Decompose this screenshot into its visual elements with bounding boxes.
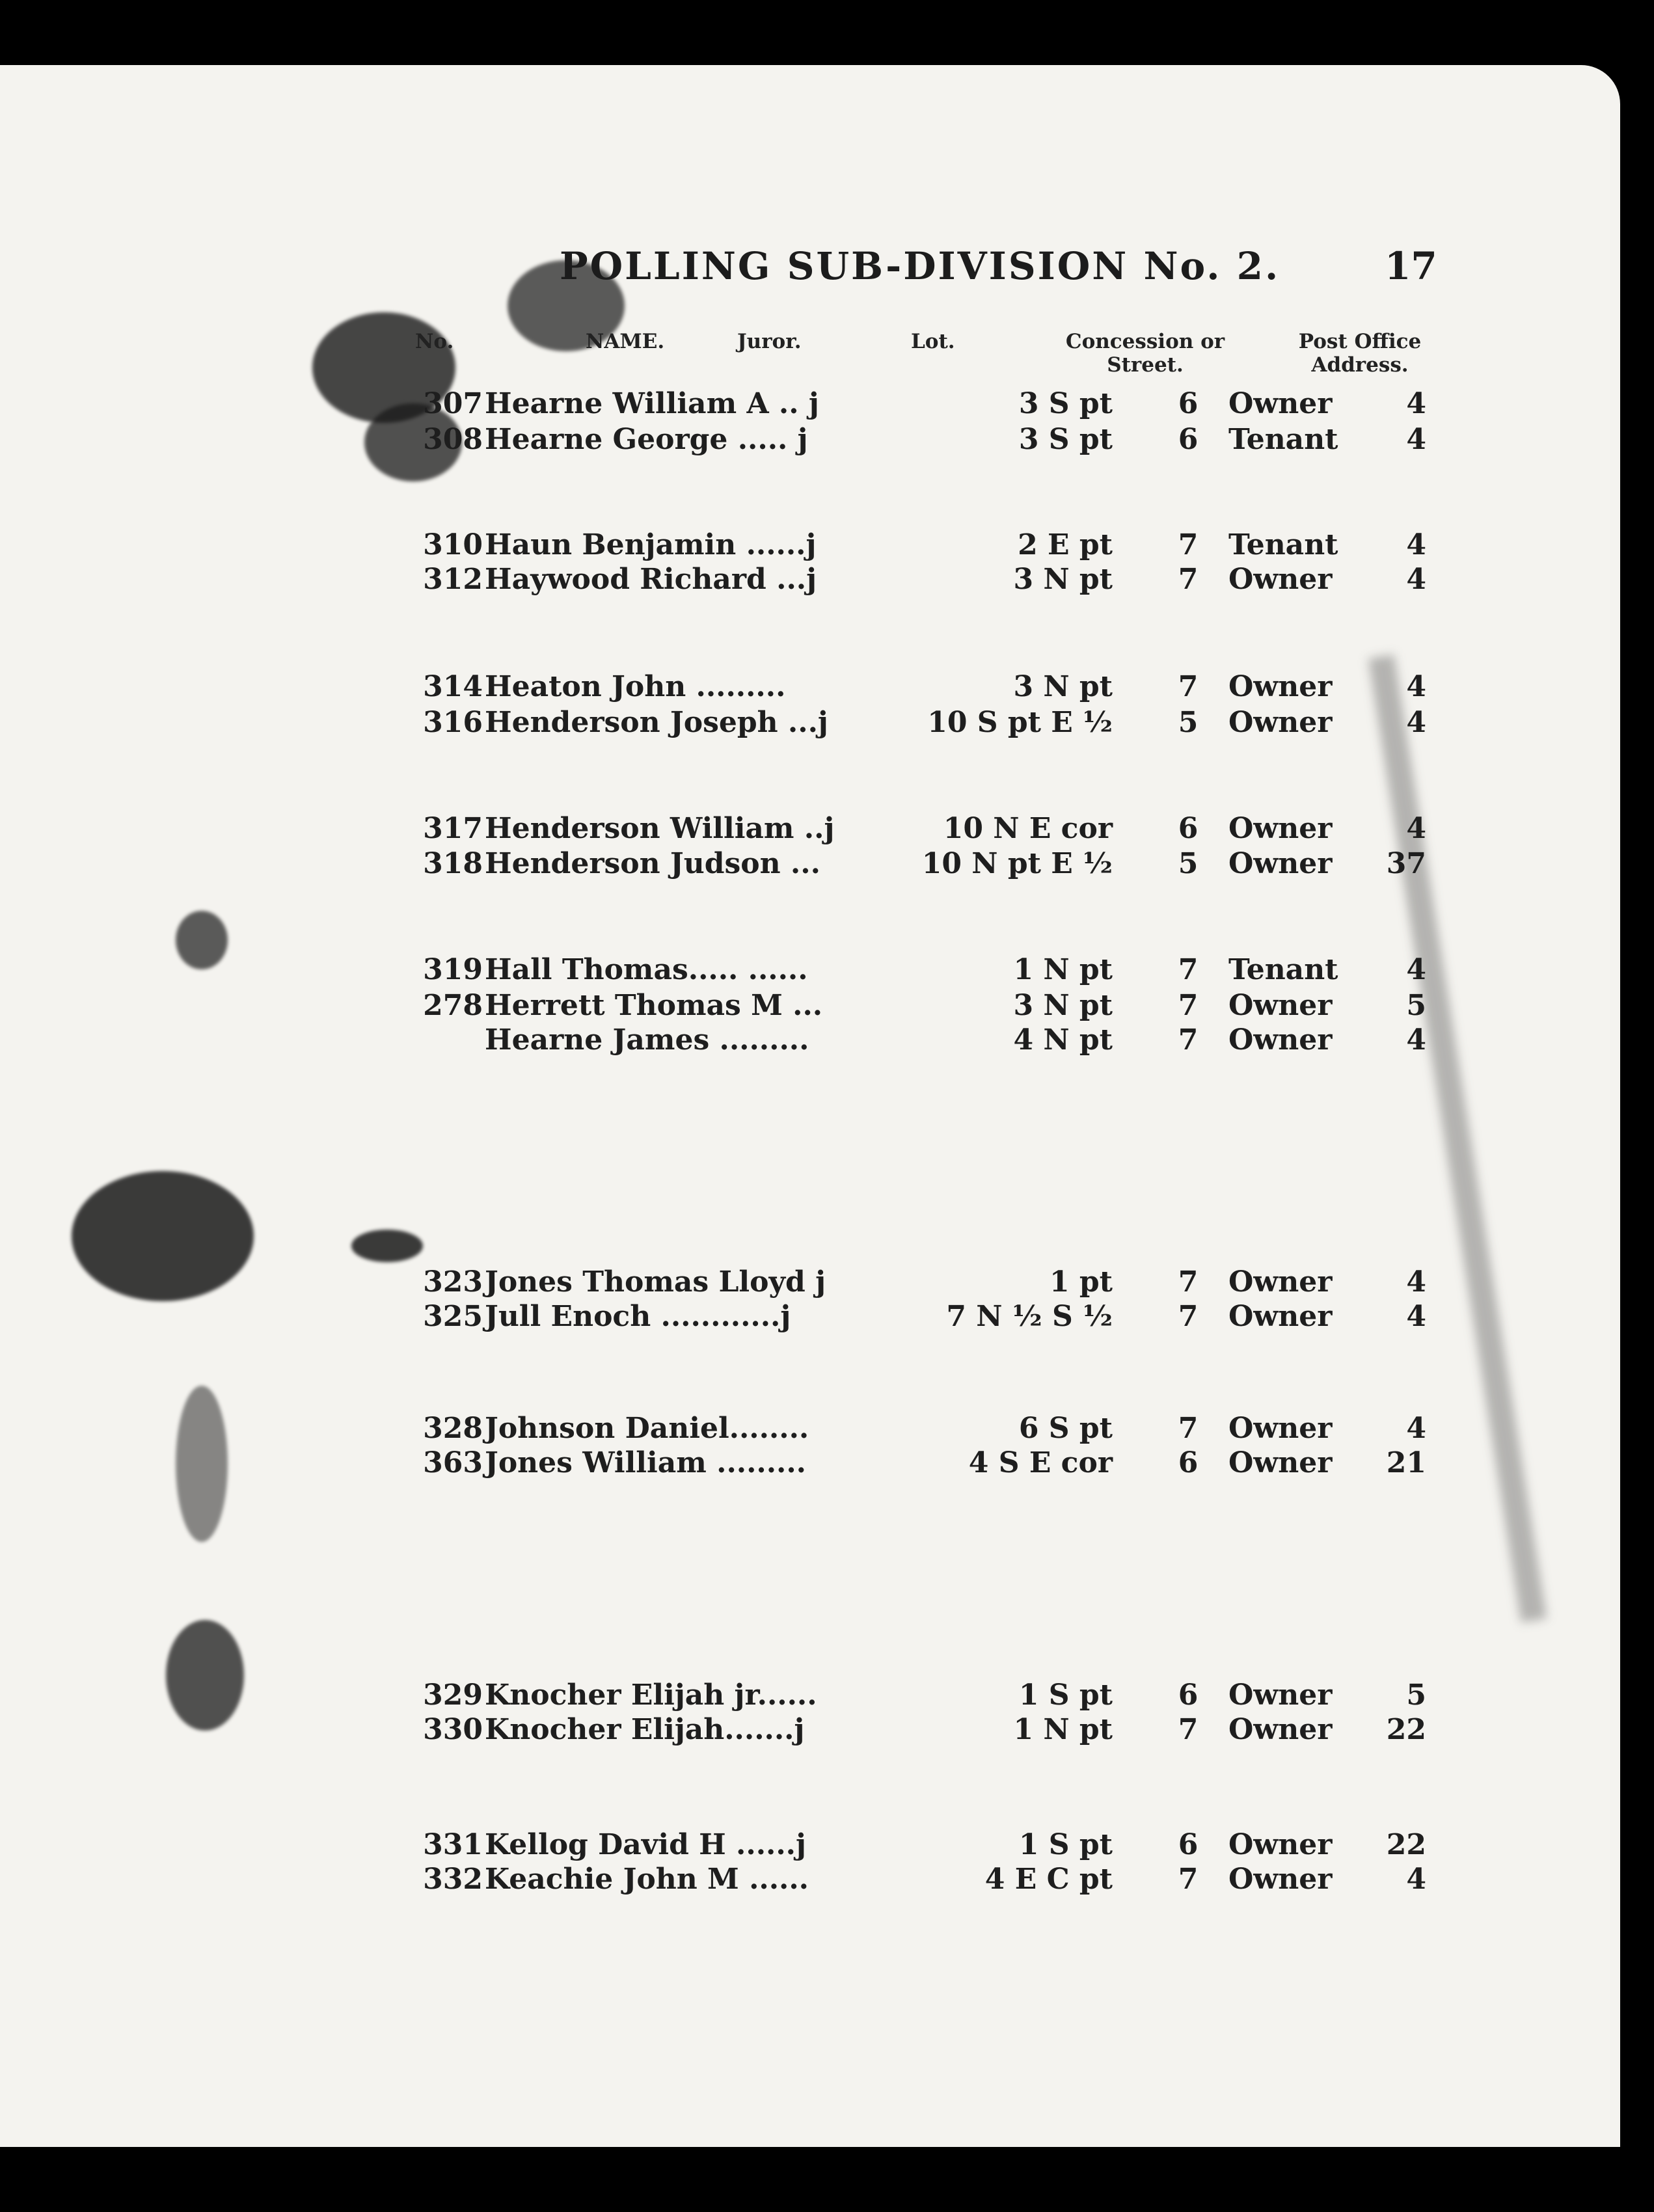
row-number: 328 bbox=[423, 1412, 483, 1445]
table-row bbox=[0, 706, 1620, 744]
status-cell: Owner bbox=[1228, 1023, 1333, 1057]
table-row bbox=[0, 1300, 1620, 1338]
post-office-cell: 4 bbox=[1406, 423, 1426, 456]
page-number: 17 bbox=[1385, 244, 1437, 288]
row-number: 330 bbox=[423, 1713, 483, 1746]
lot-cell: 3 S pt bbox=[1018, 387, 1113, 420]
row-number: 325 bbox=[423, 1300, 483, 1333]
column-header-name: NAME. bbox=[586, 330, 665, 353]
column-header-post-office: Post Office Address. bbox=[1298, 330, 1422, 377]
post-office-cell: 4 bbox=[1406, 1265, 1426, 1299]
status-cell: Tenant bbox=[1228, 528, 1338, 561]
row-number: 331 bbox=[423, 1828, 483, 1861]
table-row bbox=[0, 670, 1620, 708]
voter-name: Johnson Daniel........ bbox=[485, 1412, 809, 1445]
post-office-cell: 4 bbox=[1406, 1863, 1426, 1896]
concession-cell: 6 bbox=[1178, 812, 1199, 845]
status-cell: Owner bbox=[1228, 1713, 1333, 1746]
post-office-cell: 22 bbox=[1386, 1713, 1426, 1746]
post-office-cell: 5 bbox=[1406, 1679, 1426, 1712]
concession-cell: 6 bbox=[1178, 1679, 1199, 1712]
concession-cell: 7 bbox=[1178, 1265, 1199, 1299]
row-number: 317 bbox=[423, 812, 483, 845]
status-cell: Owner bbox=[1228, 670, 1333, 703]
voter-name: Herrett Thomas M ... bbox=[485, 989, 823, 1022]
voter-name: Hearne George ..... j bbox=[485, 423, 808, 456]
table-row bbox=[0, 1828, 1620, 1866]
lot-cell: 4 E C pt bbox=[984, 1863, 1113, 1896]
post-office-cell: 4 bbox=[1406, 812, 1426, 845]
voter-name: Keachie John M ...... bbox=[485, 1863, 809, 1896]
voter-name: Haywood Richard ...j bbox=[485, 563, 817, 596]
concession-cell: 7 bbox=[1178, 1023, 1199, 1057]
post-office-cell: 4 bbox=[1406, 1023, 1426, 1057]
voter-name: Knocher Elijah jr...... bbox=[485, 1679, 817, 1712]
voter-name: Hearne James ......... bbox=[485, 1023, 809, 1057]
row-number: 314 bbox=[423, 670, 483, 703]
lot-cell: 4 N pt bbox=[1013, 1023, 1113, 1057]
concession-cell: 6 bbox=[1178, 1446, 1199, 1479]
status-cell: Owner bbox=[1228, 563, 1333, 596]
column-header-no: No. bbox=[415, 330, 454, 353]
table-row bbox=[0, 1446, 1620, 1484]
concession-cell: 5 bbox=[1178, 847, 1199, 880]
lot-cell: 2 E pt bbox=[1018, 528, 1113, 561]
post-office-cell: 4 bbox=[1406, 1300, 1426, 1333]
status-cell: Owner bbox=[1228, 1863, 1333, 1896]
table-row bbox=[0, 563, 1620, 600]
column-header-juror: Juror. bbox=[737, 330, 802, 353]
concession-cell: 7 bbox=[1178, 1713, 1199, 1746]
lot-cell: 3 N pt bbox=[1013, 670, 1113, 703]
voter-name: Jones William ......... bbox=[485, 1446, 806, 1479]
lot-cell: 4 S E cor bbox=[968, 1446, 1113, 1479]
row-number: 307 bbox=[423, 387, 483, 420]
table-row bbox=[0, 847, 1620, 885]
row-number: 332 bbox=[423, 1863, 483, 1896]
ink-stain bbox=[351, 1230, 423, 1262]
status-cell: Owner bbox=[1228, 989, 1333, 1022]
column-header-lot: Lot. bbox=[911, 330, 955, 353]
lot-cell: 1 S pt bbox=[1018, 1679, 1113, 1712]
concession-cell: 5 bbox=[1178, 706, 1199, 739]
document-page bbox=[0, 65, 1620, 2147]
post-office-cell: 4 bbox=[1406, 670, 1426, 703]
status-cell: Owner bbox=[1228, 1446, 1333, 1479]
row-number: 329 bbox=[423, 1679, 483, 1712]
lot-cell: 3 N pt bbox=[1013, 989, 1113, 1022]
concession-cell: 6 bbox=[1178, 423, 1199, 456]
lot-cell: 1 N pt bbox=[1013, 1713, 1113, 1746]
table-row bbox=[0, 1679, 1620, 1716]
lot-cell: 3 S pt bbox=[1018, 423, 1113, 456]
row-number: 278 bbox=[423, 989, 483, 1022]
concession-cell: 6 bbox=[1178, 387, 1199, 420]
voter-name: Henderson William ..j bbox=[485, 812, 835, 845]
post-office-cell: 4 bbox=[1406, 387, 1426, 420]
table-row bbox=[0, 1713, 1620, 1751]
concession-cell: 7 bbox=[1178, 528, 1199, 561]
lot-cell: 10 N E cor bbox=[943, 812, 1113, 845]
voter-name: Hall Thomas..... ...... bbox=[485, 953, 808, 986]
status-cell: Owner bbox=[1228, 706, 1333, 739]
page-title: POLLING SUB-DIVISION No. 2. bbox=[560, 244, 1281, 288]
voter-name: Henderson Joseph ...j bbox=[485, 706, 828, 739]
row-number: 323 bbox=[423, 1265, 483, 1299]
concession-cell: 7 bbox=[1178, 563, 1199, 596]
lot-cell: 6 S pt bbox=[1018, 1412, 1113, 1445]
post-office-cell: 22 bbox=[1386, 1828, 1426, 1861]
status-cell: Owner bbox=[1228, 812, 1333, 845]
voter-name: Jull Enoch ............j bbox=[485, 1300, 791, 1333]
row-number: 316 bbox=[423, 706, 483, 739]
voter-name: Hearne William A .. j bbox=[485, 387, 819, 420]
status-cell: Tenant bbox=[1228, 953, 1338, 986]
table-row bbox=[0, 528, 1620, 566]
concession-cell: 7 bbox=[1178, 1863, 1199, 1896]
status-cell: Owner bbox=[1228, 847, 1333, 880]
post-office-cell: 37 bbox=[1386, 847, 1426, 880]
post-office-cell: 4 bbox=[1406, 953, 1426, 986]
status-cell: Owner bbox=[1228, 1679, 1333, 1712]
lot-cell: 10 N pt E ½ bbox=[921, 847, 1113, 880]
row-number: 319 bbox=[423, 953, 483, 986]
lot-cell: 7 N ½ S ½ bbox=[946, 1300, 1113, 1333]
post-office-cell: 4 bbox=[1406, 706, 1426, 739]
status-cell: Owner bbox=[1228, 1265, 1333, 1299]
lot-cell: 1 pt bbox=[1049, 1265, 1113, 1299]
voter-name: Henderson Judson ... bbox=[485, 847, 820, 880]
voter-name: Haun Benjamin ......j bbox=[485, 528, 817, 561]
row-number: 363 bbox=[423, 1446, 483, 1479]
post-office-cell: 4 bbox=[1406, 528, 1426, 561]
table-row bbox=[0, 1023, 1620, 1061]
voter-name: Kellog David H ......j bbox=[485, 1828, 806, 1861]
concession-cell: 6 bbox=[1178, 1828, 1199, 1861]
lot-cell: 3 N pt bbox=[1013, 563, 1113, 596]
lot-cell: 1 S pt bbox=[1018, 1828, 1113, 1861]
status-cell: Tenant bbox=[1228, 423, 1338, 456]
voter-name: Knocher Elijah.......j bbox=[485, 1713, 805, 1746]
voter-name: Jones Thomas Lloyd j bbox=[485, 1265, 826, 1299]
status-cell: Owner bbox=[1228, 1412, 1333, 1445]
status-cell: Owner bbox=[1228, 1300, 1333, 1333]
table-row bbox=[0, 423, 1620, 461]
table-row bbox=[0, 812, 1620, 850]
table-row bbox=[0, 1412, 1620, 1450]
post-office-cell: 4 bbox=[1406, 563, 1426, 596]
lot-cell: 1 N pt bbox=[1013, 953, 1113, 986]
column-header-concession: Concession or Street. bbox=[1065, 330, 1225, 377]
row-number: 312 bbox=[423, 563, 483, 596]
concession-cell: 7 bbox=[1178, 1412, 1199, 1445]
table-row bbox=[0, 387, 1620, 425]
table-row bbox=[0, 1863, 1620, 1900]
table-row bbox=[0, 953, 1620, 991]
post-office-cell: 4 bbox=[1406, 1412, 1426, 1445]
concession-cell: 7 bbox=[1178, 989, 1199, 1022]
concession-cell: 7 bbox=[1178, 1300, 1199, 1333]
scan-border bbox=[0, 0, 1654, 65]
concession-cell: 7 bbox=[1178, 953, 1199, 986]
voter-name: Heaton John ......... bbox=[485, 670, 786, 703]
row-number: 318 bbox=[423, 847, 483, 880]
row-number: 308 bbox=[423, 423, 483, 456]
status-cell: Owner bbox=[1228, 387, 1333, 420]
table-row bbox=[0, 989, 1620, 1027]
lot-cell: 10 S pt E ½ bbox=[927, 706, 1113, 739]
status-cell: Owner bbox=[1228, 1828, 1333, 1861]
post-office-cell: 21 bbox=[1386, 1446, 1426, 1479]
row-number: 310 bbox=[423, 528, 483, 561]
table-row bbox=[0, 1265, 1620, 1303]
concession-cell: 7 bbox=[1178, 670, 1199, 703]
post-office-cell: 5 bbox=[1406, 989, 1426, 1022]
